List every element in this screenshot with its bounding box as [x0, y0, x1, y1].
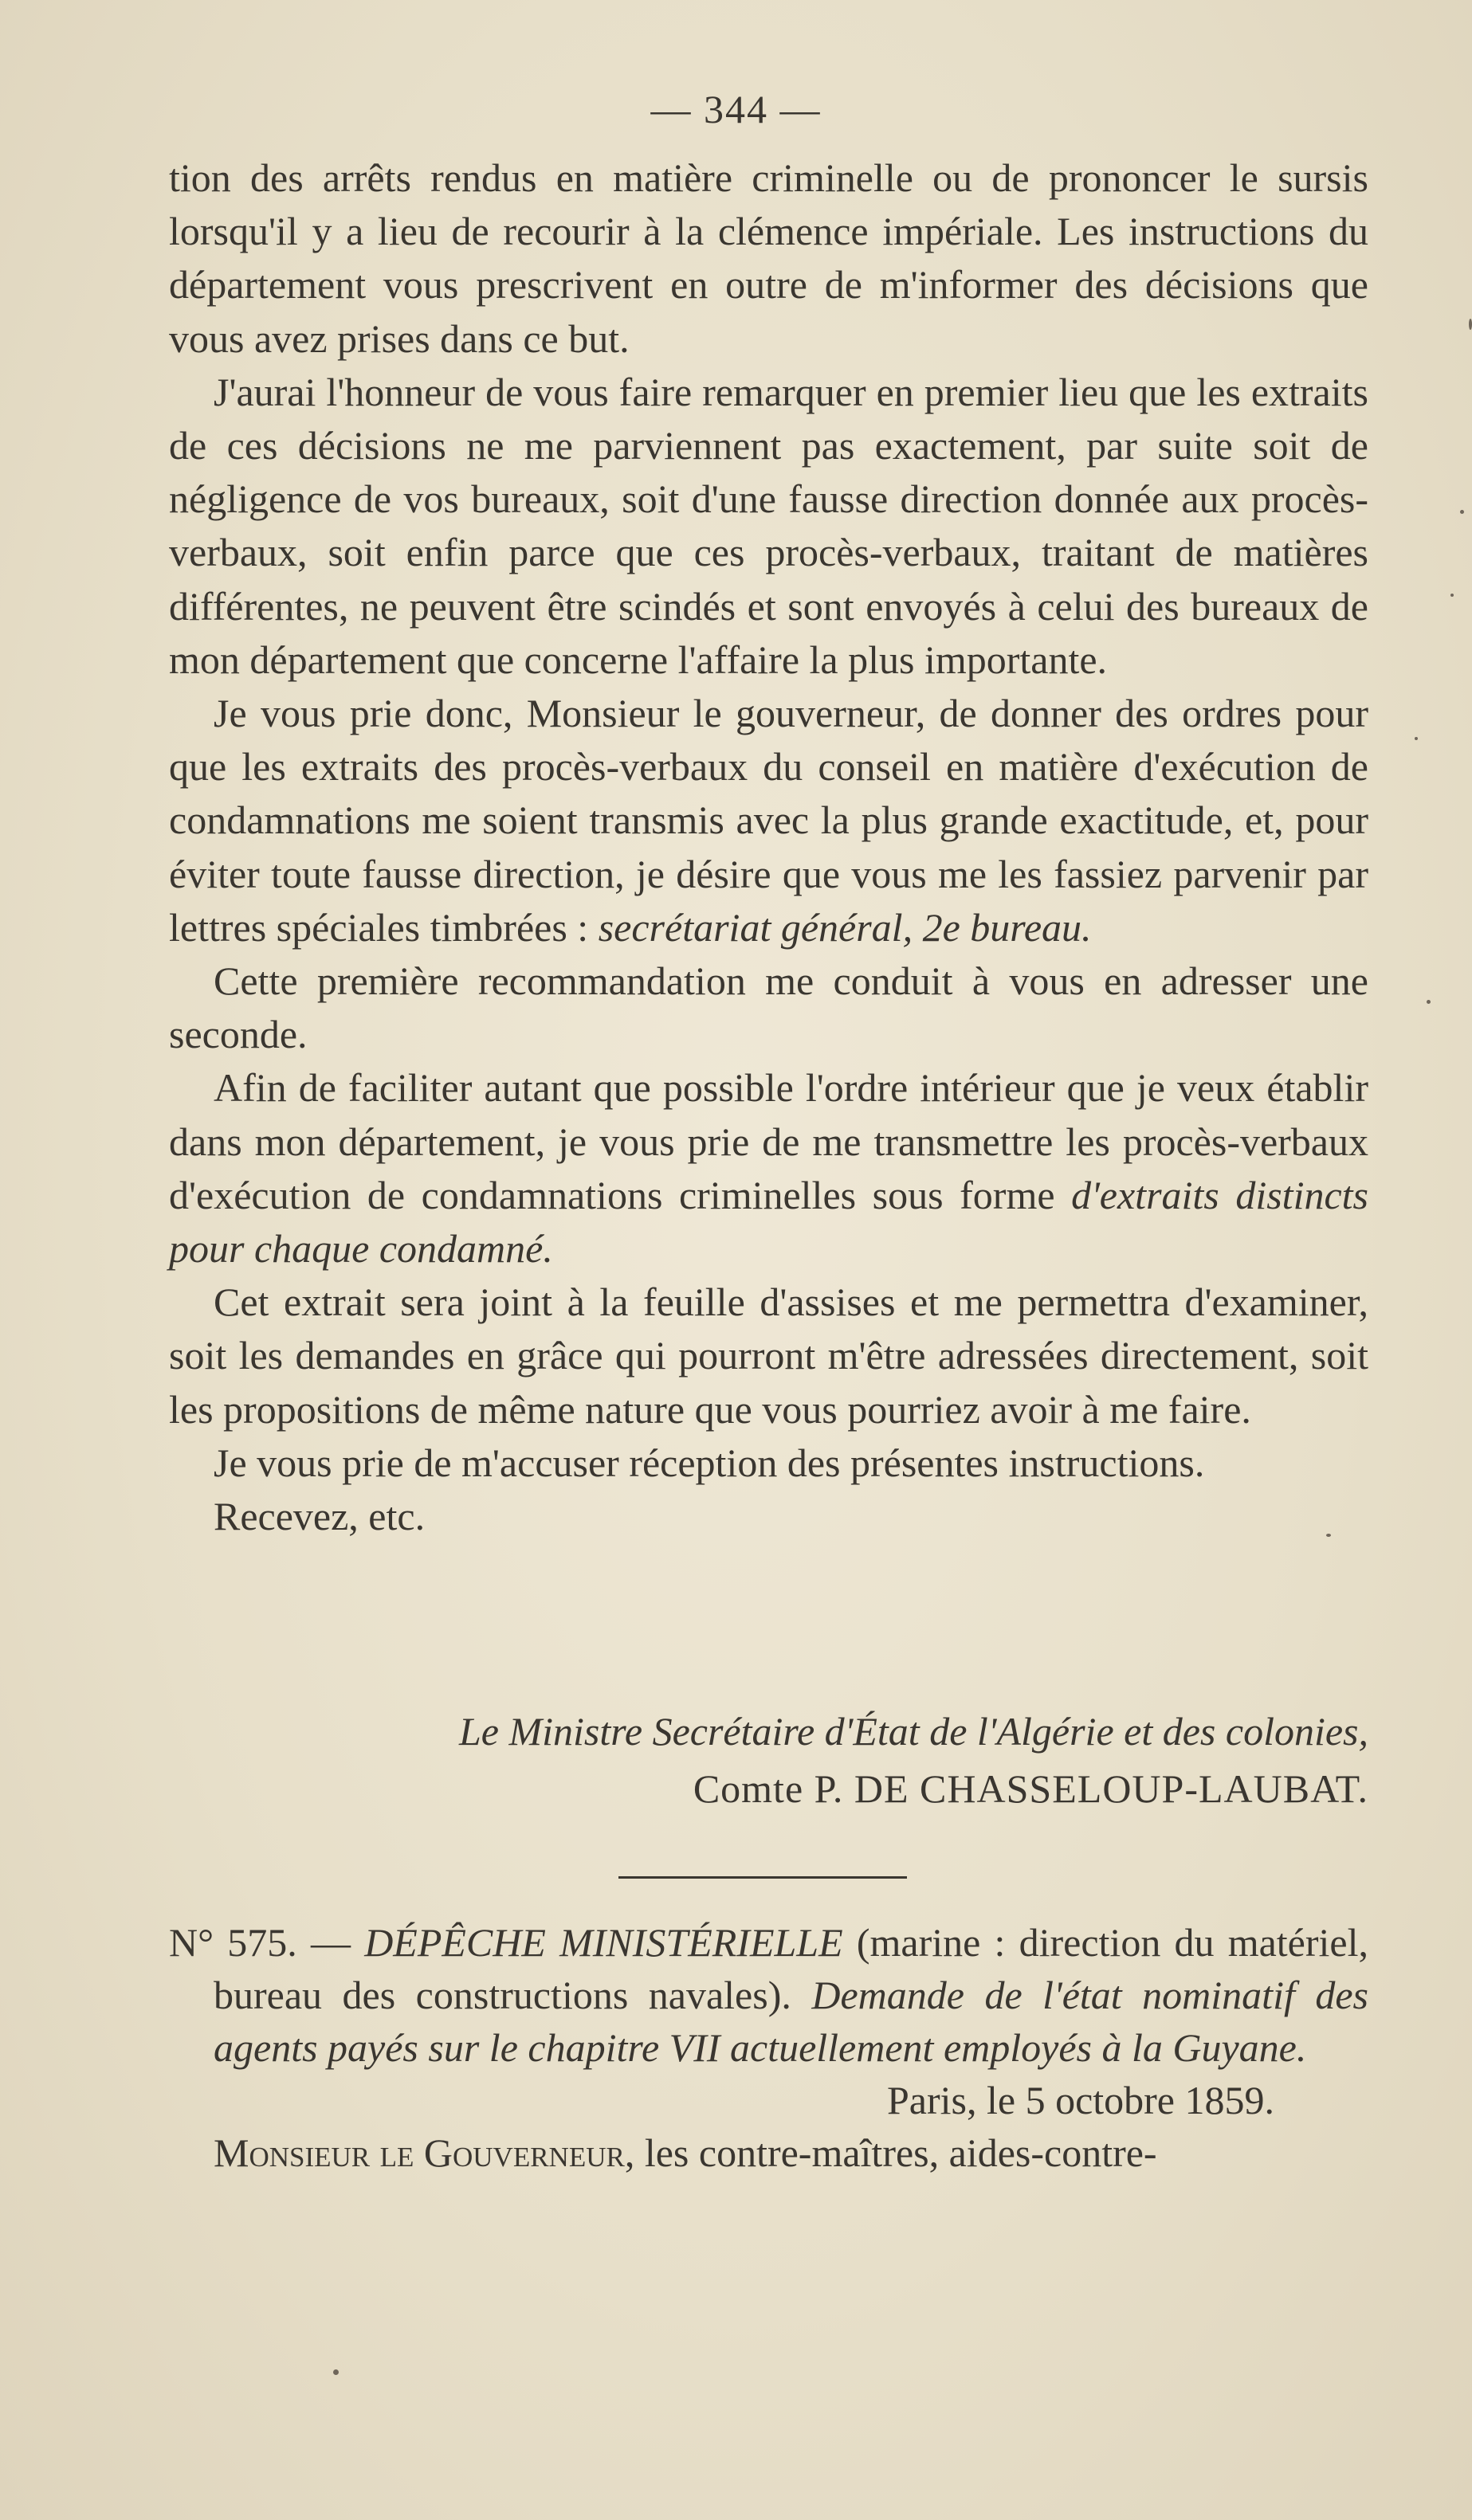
document-heading — [169, 1916, 1368, 2074]
document-opening — [169, 2126, 1368, 2179]
paragraph-5 — [169, 1061, 1368, 1276]
document-date: Paris, le 5 octobre 1859. — [886, 2078, 1274, 2122]
document-origin: (marine : direction du matériel, bureau des constructions navales). — [214, 1920, 1368, 2017]
paragraph-7: Je vous prie de m'accuser réception des présentes instructions. — [214, 1440, 1205, 1485]
paragraph-3 — [169, 687, 1368, 954]
paragraph-3-italic: secrétariat général, 2e bureau. — [598, 904, 1092, 950]
ink-speck — [1427, 1000, 1431, 1004]
letter-body — [169, 151, 1368, 1543]
document-number: N° 575. — — [169, 1920, 365, 1965]
ink-speck — [1469, 319, 1472, 330]
next-document — [169, 1916, 1368, 2179]
paragraph-2: J'aurai l'honneur de vous faire remarquer en premier lieu que les extraits de ces décisions ne me parviennent pas exactement, par suite soit de négligence de vos bureaux, soit d'une fausse direction donnée aux procès-verbaux, soit enfin parce que ces procès-verbaux, traitant de matières différentes, ne peuvent être scindés et sont envoyés à celui des bureaux de mon département que concerne l'affaire la plus importante. — [169, 369, 1368, 682]
paragraph-5-italic: d'extraits distincts pour chaque condamné. — [169, 1172, 1368, 1272]
salutation: Monsieur le Gouverneur — [214, 2130, 625, 2175]
paragraph-5-text: Afin de faciliter autant que possible l'ordre intérieur que je veux établir dans mon département, je vous prie de me transmettre les procès-verbaux d'exécution de condamnations criminelles sous forme — [169, 1065, 1368, 1217]
paragraph-3-text: Je vous prie donc, Monsieur le gouverneur, de donner des ordres pour que les extraits des procès-verbaux du conseil en matière d'exécution de condamnations me soient transmis avec la plus grande exactitude, et, pour éviter toute fausse direction, je désire que vous me les fassiez parvenir par lettres spéciales timbrées : — [169, 691, 1368, 950]
paragraph-1: tion des arrêts rendus en matière criminelle ou de prononcer le sursis lorsqu'il y a lieu de recourir à la clémence impériale. Les instructions du département vous prescrivent en outre de m'informer des décisions que vous avez prises dans ce but. — [169, 155, 1368, 361]
ink-speck — [1415, 737, 1418, 740]
signature-name: Comte P. DE CHASSELOUP-LAUBAT. — [693, 1766, 1368, 1811]
signature-title: Le Ministre Secrétaire d'État de l'Algérie et des colonies, — [458, 1709, 1368, 1754]
document-subject: Demande de l'état nominatif des agents payés sur le chapitre VII actuellement employés à la Guyane. — [214, 1973, 1368, 2070]
ink-speck — [1450, 594, 1454, 597]
opening-text: , les contre-maîtres, aides-contre- — [624, 2130, 1157, 2175]
ink-speck — [1326, 1534, 1331, 1537]
document-type: DÉPÊCHE MINISTÉRIELLE — [364, 1920, 843, 1965]
paragraph-8: Recevez, etc. — [214, 1494, 426, 1539]
paragraph-4: Cette première recommandation me conduit à vous en adresser une seconde. — [169, 958, 1368, 1057]
paragraph-6: Cet extrait sera joint à la feuille d'assises et me permettra d'examiner, soit les demandes en grâce qui pourront m'être adressées directement, soit les propositions de même nature que vous pourriez avoir à me faire. — [169, 1280, 1368, 1432]
ink-speck — [1460, 510, 1464, 514]
page-number: — 344 — — [650, 87, 822, 131]
ink-speck — [333, 2369, 339, 2375]
section-divider — [618, 1876, 907, 1879]
